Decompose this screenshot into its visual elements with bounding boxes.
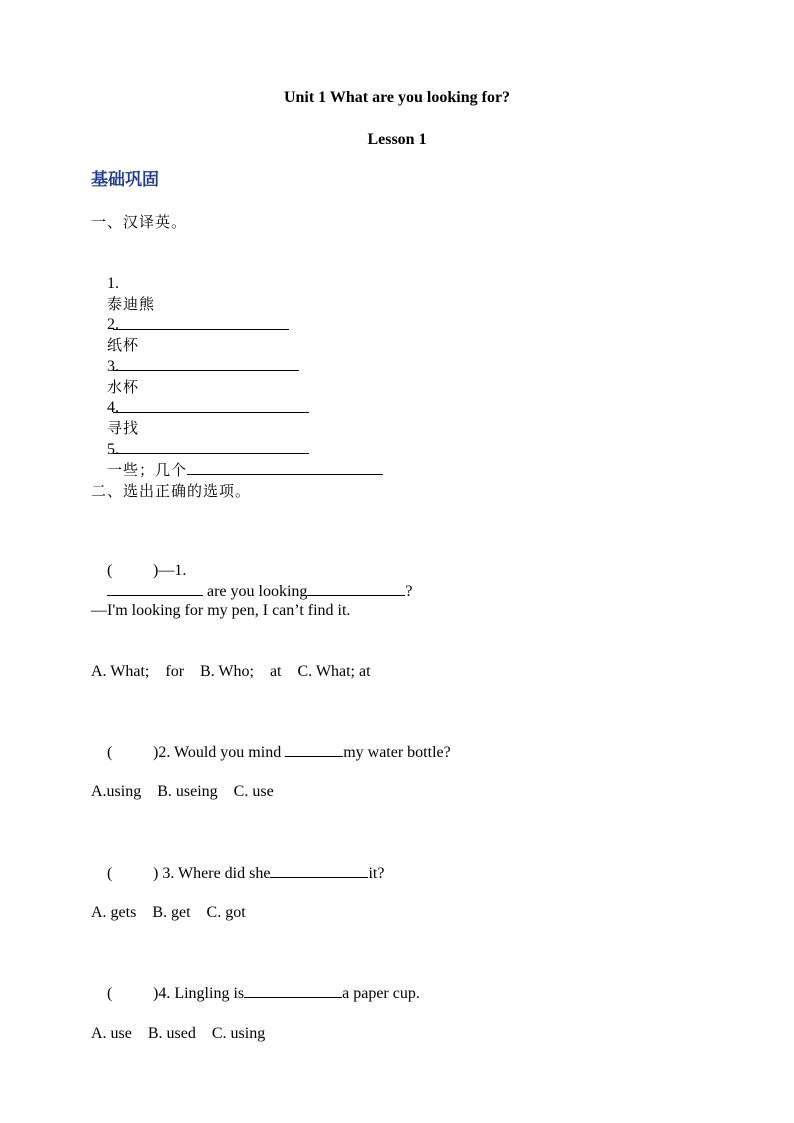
part2-heading: 二、选出正确的选项。: [91, 482, 252, 500]
question-2-options: A.using B. useing C. use: [91, 783, 274, 800]
question-3-options: A. gets B. get C. got: [91, 904, 246, 921]
question-4: [91, 963, 420, 1024]
question-2: [91, 722, 451, 783]
item-text: 纸杯: [107, 336, 140, 354]
paren-open: (: [107, 562, 113, 579]
question-4-options: A. use B. used C. using: [91, 1025, 266, 1042]
question-text: ) 3. Where did she: [153, 865, 271, 882]
question-end: ?: [405, 583, 413, 600]
item-number: 2.: [107, 316, 119, 333]
item-text: 一些；几个: [107, 461, 188, 479]
item-number: 3.: [107, 358, 119, 375]
answer-blank[interactable]: [244, 983, 342, 998]
question-text: )4. Lingling is: [153, 985, 245, 1002]
question-end: my water bottle?: [343, 744, 451, 761]
item-text: 寻找: [107, 419, 140, 437]
item-number: 5.: [107, 441, 119, 458]
item-text: 水杯: [107, 378, 140, 396]
answer-blank[interactable]: [187, 460, 383, 475]
question-text: are you looking: [203, 583, 308, 600]
question-3: [91, 843, 384, 904]
lesson-title: Lesson 1: [367, 131, 427, 148]
item-number: 4.: [107, 399, 119, 416]
paren-open: (: [107, 985, 113, 1002]
answer-blank[interactable]: [270, 863, 368, 878]
section-heading: 基础巩固: [91, 170, 159, 190]
part1-heading: 一、汉译英。: [91, 213, 188, 231]
question-number: )—1.: [153, 562, 187, 579]
answer-blank[interactable]: [307, 581, 405, 596]
answer-blank[interactable]: [285, 742, 343, 757]
item-number: 1.: [107, 275, 119, 292]
paren-open: (: [107, 865, 113, 882]
question-1-reply: —I'm looking for my pen, I can’t find it.: [91, 602, 351, 619]
page-title: Unit 1 What are you looking for?: [283, 89, 511, 106]
paren-open: (: [107, 744, 113, 761]
question-end: it?: [368, 865, 385, 882]
question-1-options: A. What; for B. Who; at C. What; at: [91, 663, 371, 680]
question-text: )2. Would you mind: [153, 744, 286, 761]
item-text: 泰迪熊: [107, 295, 156, 313]
question-end: a paper cup.: [342, 985, 420, 1002]
answer-blank[interactable]: [107, 581, 203, 596]
